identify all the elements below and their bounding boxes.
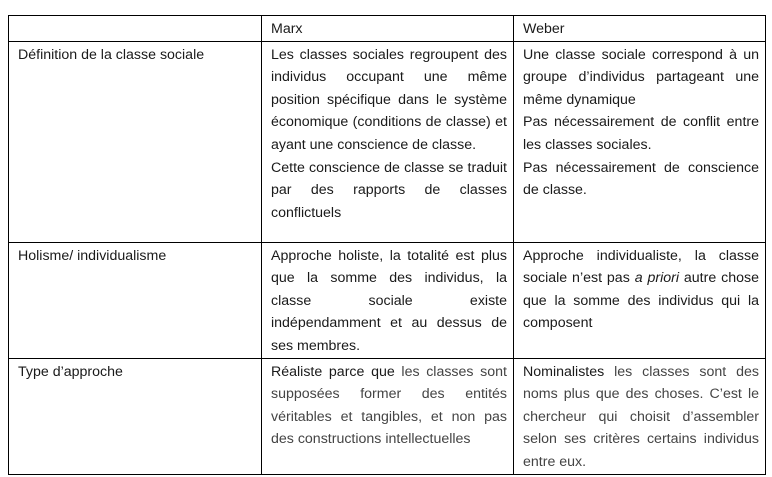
table-row-holisme xyxy=(9,242,766,358)
header-row xyxy=(9,16,766,42)
text-span: Approche individualiste, la classe sociale n’est pas xyxy=(523,247,759,287)
lead-term: Nominalistes xyxy=(523,363,605,380)
cell-weber-definition xyxy=(514,41,766,242)
header-cell-empty xyxy=(9,16,262,42)
paragraph: Approche holiste, la totalité est plus que la somme des individus, la classe sociale existe indépendamment et au dessus de ses membres. xyxy=(271,247,507,354)
paragraph xyxy=(271,361,507,451)
table-row-definition xyxy=(9,41,766,242)
cell-marx-holisme xyxy=(262,242,514,358)
text-span: les classes sont des noms plus que des choses. C’est le chercheur qui choisit d’assembler selon ses critères certains individus entre eux. xyxy=(523,363,759,470)
cell-weber-approche xyxy=(514,358,766,474)
paragraph: Les classes sociales regroupent des individus occupant une même position spécifique dans le système économique (conditions de classe) et ayant une conscience de classe. xyxy=(271,46,507,153)
row-label: Définition de la classe sociale xyxy=(9,41,262,242)
italic-term: a priori xyxy=(634,270,680,287)
cell-weber-holisme xyxy=(514,242,766,358)
lead-term: Réaliste parce que xyxy=(271,363,395,380)
header-cell-marx: Marx xyxy=(262,16,514,42)
paragraph: Pas nécessairement de conflit entre les classes sociales. xyxy=(523,114,759,153)
paragraph: Cette conscience de classe se traduit par des rapports de classes conflictuels xyxy=(271,159,507,221)
comparison-table xyxy=(8,15,766,475)
paragraph xyxy=(523,245,759,335)
paragraph: Une classe sociale correspond à un groupe d’individus partageant une même dynamique xyxy=(523,46,759,108)
paragraph xyxy=(523,361,759,474)
text-span: autre chose que la somme des individus qui la composent xyxy=(523,270,759,332)
paragraph: Pas nécessairement de conscience de classe. xyxy=(523,159,759,199)
cell-marx-definition xyxy=(262,41,514,242)
row-label: Type d’approche xyxy=(9,358,262,474)
row-label: Holisme/ individualisme xyxy=(9,242,262,358)
table-row-approche xyxy=(9,358,766,474)
cell-marx-approche xyxy=(262,358,514,474)
text-span: les classes sont supposées former des entités véritables et tangibles, et non pas des constructions intellectuelles xyxy=(271,363,507,448)
header-cell-weber: Weber xyxy=(514,16,766,42)
